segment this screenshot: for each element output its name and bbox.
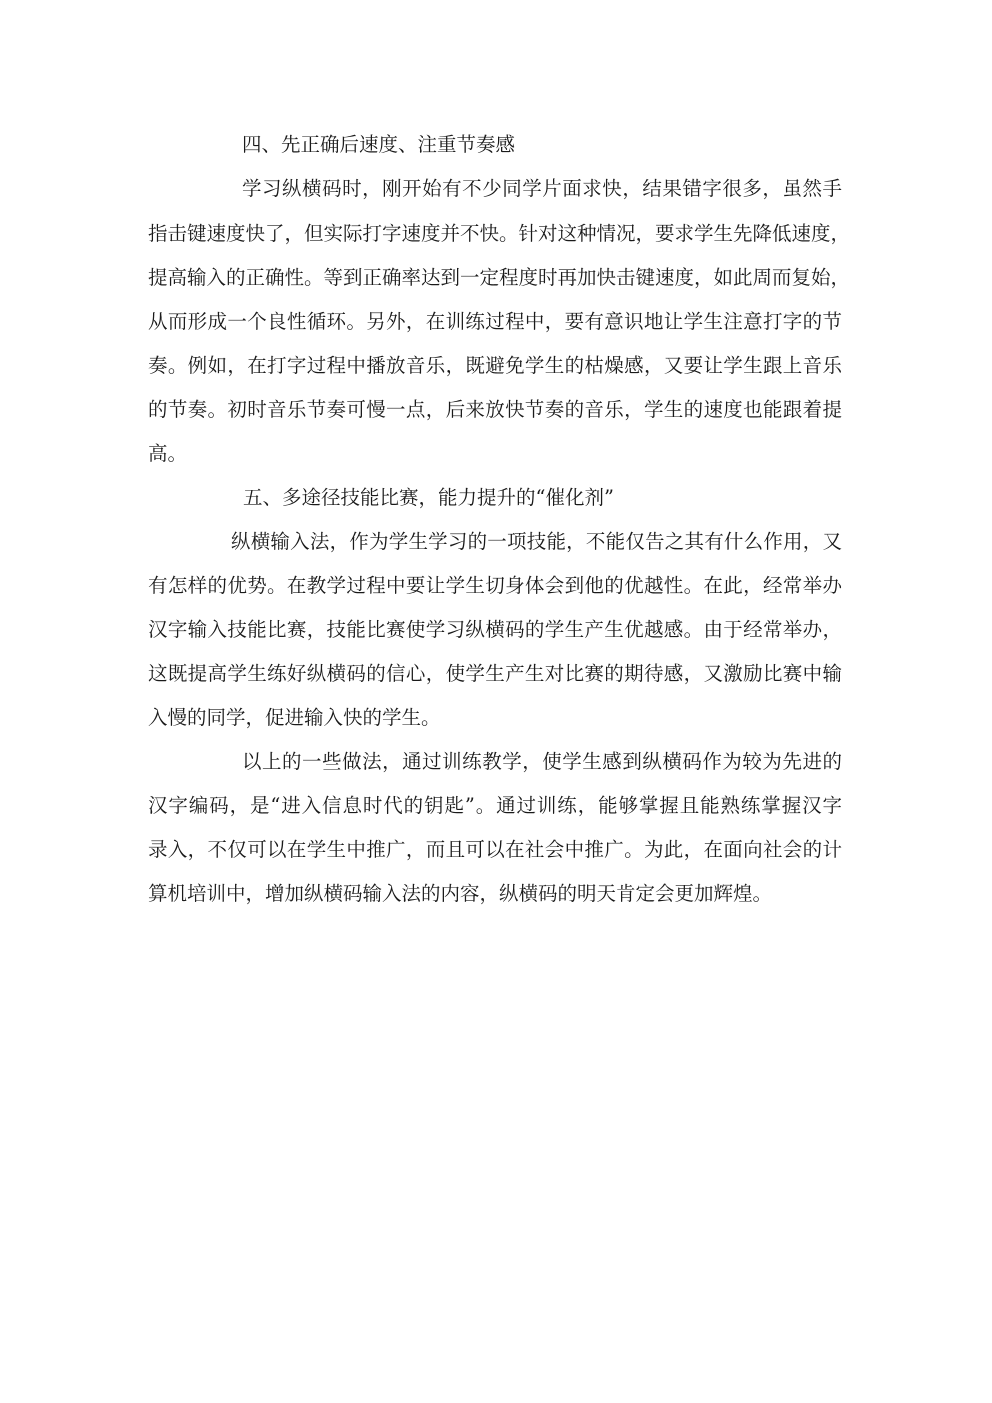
paragraph-line: 以上的一些做法，通过训练教学，使学生感到纵横码作为较为先进的	[242, 750, 842, 773]
paragraph-line: 指击键速度快了，但实际打字速度并不快。针对这种情况，要求学生先降低速度，	[148, 222, 851, 245]
paragraph-line: 从而形成一个良性循环。另外，在训练过程中，要有意识地让学生注意打字的节	[148, 310, 842, 333]
paragraph-line: 录入，不仅可以在学生中推广，而且可以在社会中推广。为此，在面向社会的计	[148, 838, 842, 861]
paragraph-line: 这既提高学生练好纵横码的信心，使学生产生对比赛的期待感，又激励比赛中输	[148, 662, 842, 685]
section-heading-4: 四、先正确后速度、注重节奏感	[242, 133, 516, 156]
paragraph-line: 提高输入的正确性。等到正确率达到一定程度时再加快击键速度，如此周而复始，	[148, 266, 851, 289]
paragraph-line: 高。	[148, 442, 188, 465]
paragraph-line: 的节奏。初时音乐节奏可慢一点，后来放快节奏的音乐，学生的速度也能跟着提	[148, 398, 842, 421]
paragraph-line: 纵横输入法，作为学生学习的一项技能，不能仅告之其有什么作用，又	[231, 530, 842, 553]
paragraph-line: 奏。例如，在打字过程中播放音乐，既避免学生的枯燥感，又要让学生跟上音乐	[148, 354, 842, 377]
paragraph-line: 学习纵横码时，刚开始有不少同学片面求快，结果错字很多，虽然手	[242, 177, 842, 200]
paragraph-line: 汉字输入技能比赛，技能比赛使学习纵横码的学生产生优越感。由于经常举办，	[148, 618, 842, 641]
section-heading-5: 五、多途径技能比赛，能力提升的“催化剂”	[243, 486, 614, 509]
paragraph-line: 汉字编码，是“进入信息时代的钥匙”。通过训练，能够掌握且能熟练掌握汉字	[148, 794, 842, 817]
paragraph-line: 算机培训中，增加纵横码输入法的内容，纵横码的明天肯定会更加辉煌。	[148, 882, 773, 905]
paragraph-line: 有怎样的优势。在教学过程中要让学生切身体会到他的优越性。在此，经常举办	[148, 574, 842, 597]
paragraph-line: 入慢的同学，促进输入快的学生。	[148, 706, 441, 729]
